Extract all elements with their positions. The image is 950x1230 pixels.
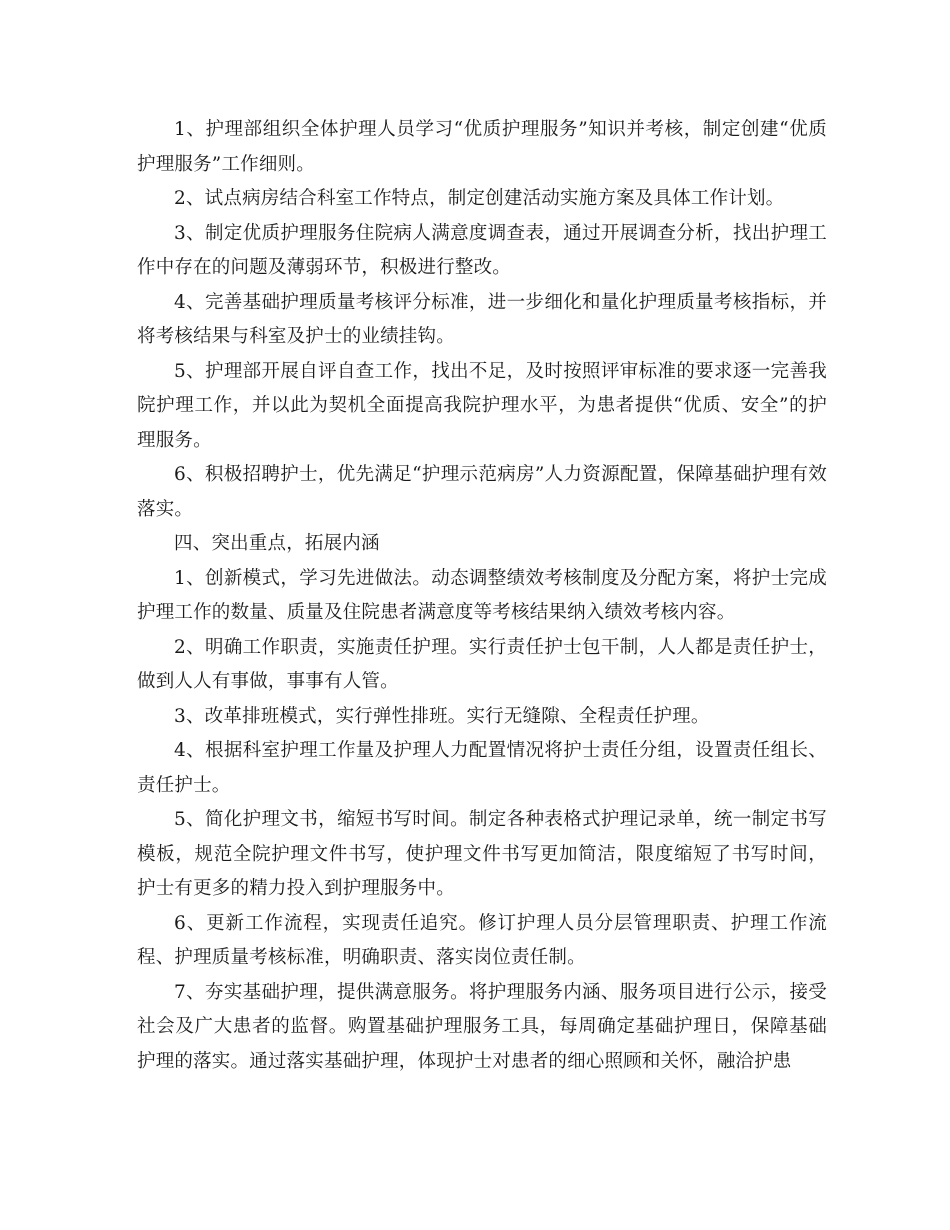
paragraph: 7、夯实基础护理，提供满意服务。将护理服务内涵、服务项目进行公示，接受社会及广大患者的监督。购置基础护理服务工具，每周确定基础护理日，保障基础护理的落实。通过落实基础护理，体现护士对患者的细心照顾和关怀，融洽护患 [137,981,827,1072]
document-body [137,113,827,1079]
paragraph: 2、试点病房结合科室工作特点，制定创建活动实施方案及具体工作计划。 [174,188,785,209]
paragraph: 1、创新模式，学习先进做法。动态调整绩效考核制度及分配方案，将护士完成护理工作的数量、质量及住院患者满意度等考核结果纳入绩效考核内容。 [137,567,827,623]
paragraph: 4、完善基础护理质量考核评分标准，进一步细化和量化护理质量考核指标，并将考核结果与科室及护士的业绩挂钩。 [137,291,827,347]
paragraph: 3、制定优质护理服务住院病人满意度调查表，通过开展调查分析，找出护理工作中存在的问题及薄弱环节，积极进行整改。 [137,222,827,278]
paragraph: 6、积极招聘护士，优先满足“护理示范病房”人力资源配置，保障基础护理有效落实。 [137,464,827,520]
paragraph: 4、根据科室护理工作量及护理人力配置情况将护士责任分组，设置责任组长、责任护士。 [137,740,827,796]
paragraph: 3、改革排班模式，实行弹性排班。实行无缝隙、全程责任护理。 [174,705,710,727]
paragraph: 5、简化护理文书，缩短书写时间。制定各种表格式护理记录单，统一制定书写模板，规范全院护理文件书写，使护理文件书写更加简洁，限度缩短了书写时间，护士有更多的精力投入到护理服务中。 [137,809,827,899]
paragraph: 2、明确工作职责，实施责任护理。实行责任护士包干制，人人都是责任护士，做到人人有事做，事事有人管。 [137,636,827,692]
paragraph: 1、护理部组织全体护理人员学习“优质护理服务”知识并考核，制定创建“优质护理服务”工作细则。 [137,119,827,175]
section-heading: 四、突出重点，拓展内涵 [174,533,380,554]
paragraph: 6、更新工作流程，实现责任追究。修订护理人员分层管理职责、护理工作流程、护理质量考核标准，明确职责、落实岗位责任制。 [137,912,827,968]
paragraph: 5、护理部开展自评自查工作，找出不足，及时按照评审标准的要求逐一完善我院护理工作，并以此为契机全面提高我院护理水平，为患者提供“优质、安全”的护理服务。 [137,360,827,451]
